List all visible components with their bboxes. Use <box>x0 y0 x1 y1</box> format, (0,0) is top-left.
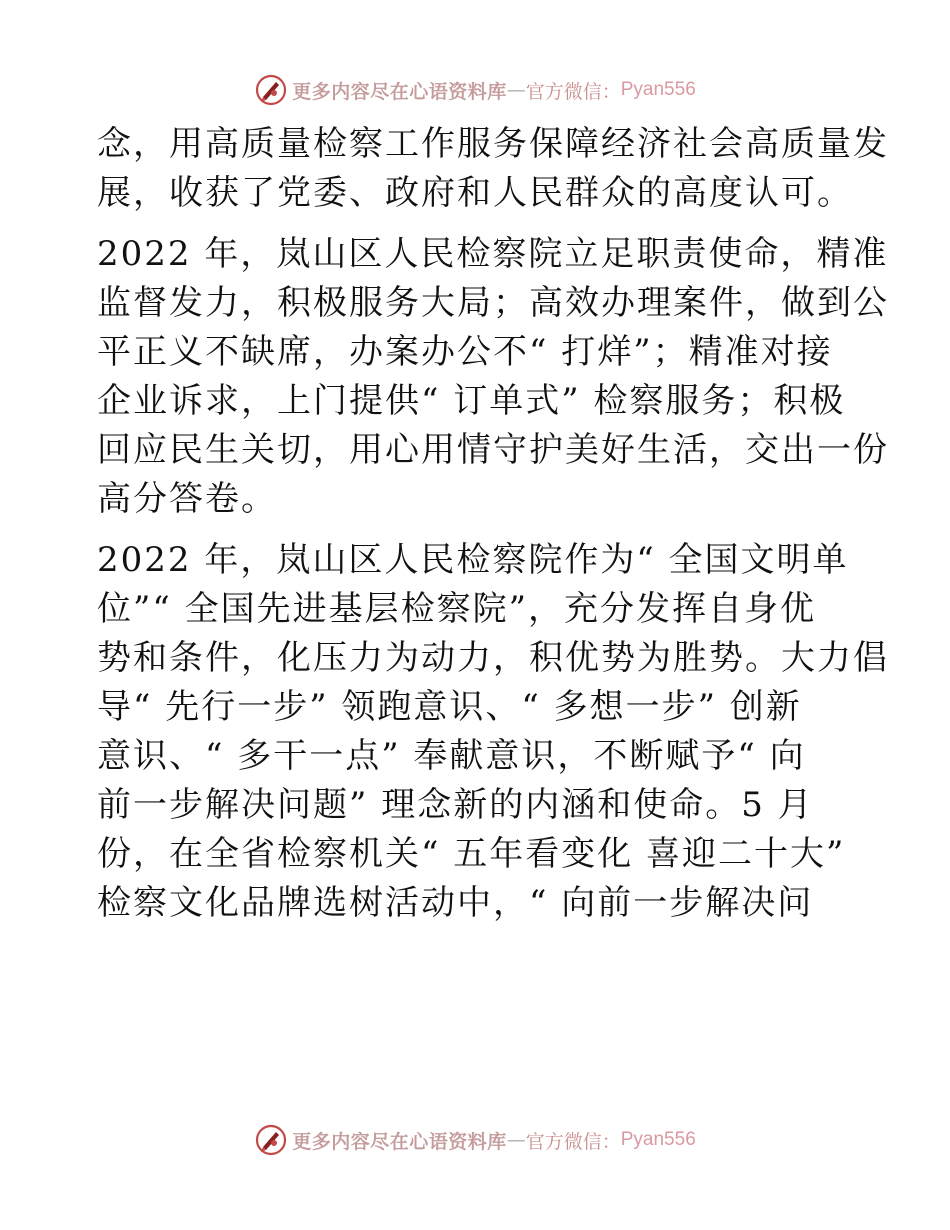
paragraph <box>97 536 889 928</box>
text-line: 2022 年，岚山区人民检察院作为“ 全国文明单 <box>97 540 849 580</box>
watermark-wechat-id: Pyan556 <box>620 79 696 100</box>
text-line: 导“ 先行一步” 领跑意识、“ 多想一步” 创新 <box>97 687 802 727</box>
text-line: 检察文化品牌选树活动中，“ 向前一步解决问 <box>97 883 814 923</box>
header-watermark <box>0 70 950 110</box>
text-line: 展，收获了党委、政府和人民群众的高度认可。 <box>97 173 853 213</box>
text-line: 意识、“ 多干一点” 奉献意识，不断赋予“ 向 <box>97 736 806 776</box>
paragraph-gap <box>97 218 857 230</box>
pen-seal-logo-icon <box>254 73 288 107</box>
text-line: 前一步解决问题” 理念新的内涵和使命。5 月 <box>97 785 814 825</box>
text-line: 监督发力，积极服务大局；高效办理案件，做到公 <box>97 283 889 323</box>
watermark-brand: 更多内容尽在心语资料库 <box>292 1130 507 1153</box>
text-line: 势和条件，化压力为动力，积优势为胜势。大力倡 <box>97 638 889 678</box>
paragraph-gap <box>97 524 857 536</box>
watermark-separator: — <box>506 1129 526 1151</box>
watermark-wechat-label: 官方微信： <box>525 80 621 103</box>
watermark-wechat-label: 官方微信： <box>525 1130 621 1153</box>
text-line: 位”“ 全国先进基层检察院”，充分发挥自身优 <box>97 589 816 629</box>
watermark-wechat-id: Pyan556 <box>620 1129 696 1150</box>
document-body <box>97 120 889 928</box>
text-line: 份，在全省检察机关“ 五年看变化 喜迎二十大” <box>97 834 846 874</box>
footer-watermark <box>0 1120 950 1160</box>
watermark-brand: 更多内容尽在心语资料库 <box>292 80 507 103</box>
paragraph <box>97 230 889 524</box>
text-line: 高分答卷。 <box>97 479 277 519</box>
text-line: 企业诉求，上门提供“ 订单式” 检察服务；积极 <box>97 381 846 421</box>
text-line: 2022 年，岚山区人民检察院立足职责使命，精准 <box>97 234 889 274</box>
watermark-separator: — <box>506 79 526 101</box>
paragraph <box>97 120 889 218</box>
pen-seal-logo-icon <box>254 1123 288 1157</box>
text-line: 平正义不缺席，办案办公不“ 打烊”；精准对接 <box>97 332 833 372</box>
text-line: 回应民生关切，用心用情守护美好生活，交出一份 <box>97 430 889 470</box>
text-line: 念，用高质量检察工作服务保障经济社会高质量发 <box>97 124 889 164</box>
